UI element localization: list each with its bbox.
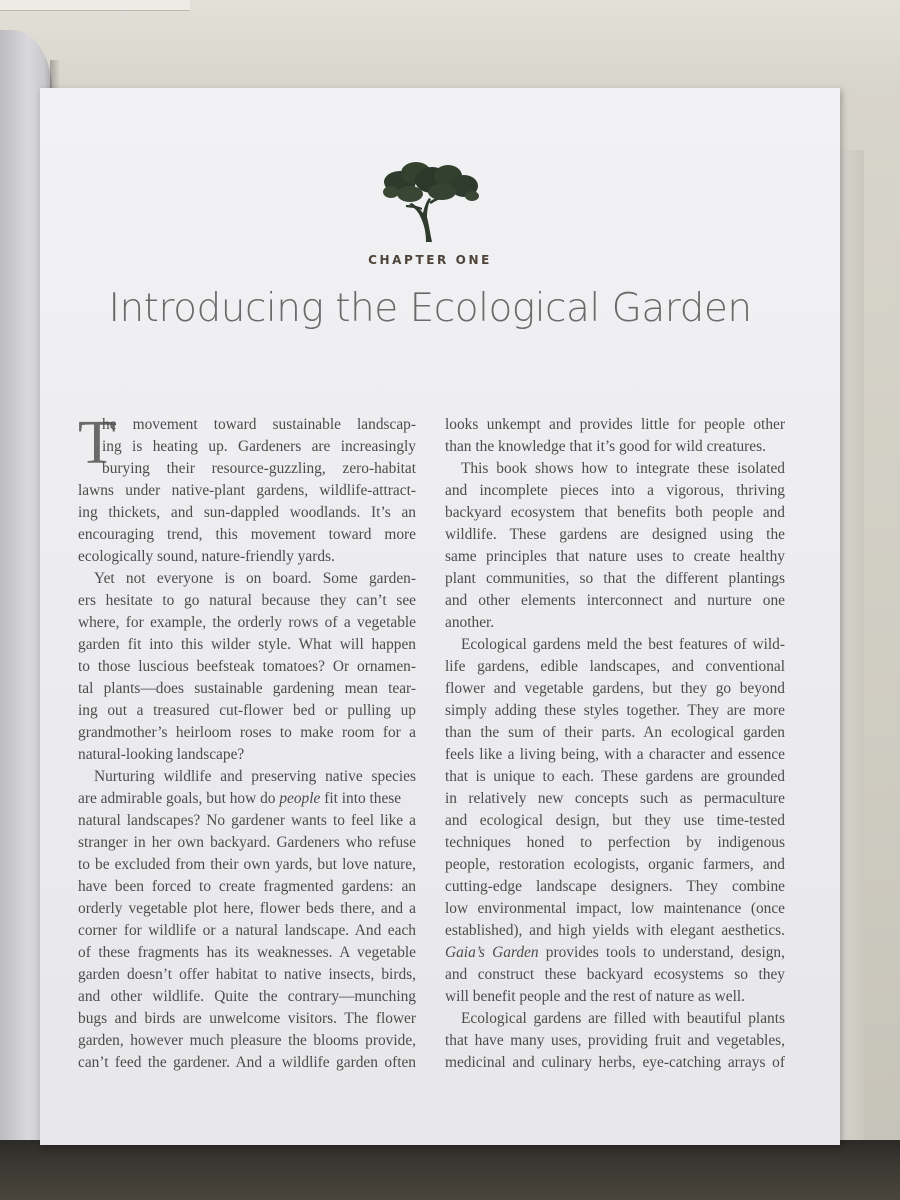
- text-line: grandmother’s heirloom roses to make room for a: [78, 724, 416, 741]
- text-line: ing out a treasured cut-flower bed or pulling up: [78, 702, 416, 719]
- text-line: Nurturing wildlife and preserving native species: [94, 768, 416, 785]
- text-line: medicinal and culinary herbs, eye-catching arrays of: [445, 1054, 785, 1071]
- text-line: where, for example, the orderly rows of a vegetable: [78, 614, 416, 631]
- text-line: This book shows how to integrate these isolated: [461, 460, 785, 477]
- text-segment: fit into these: [320, 790, 402, 807]
- text-line: to those luscious beefsteak tomatoes? Or ornamen-: [78, 658, 416, 675]
- text-line: in relatively new concepts such as permaculture: [445, 790, 785, 807]
- text-line: flower and vegetable gardens, but they go beyond: [445, 680, 785, 697]
- text-line: stranger in her own backyard. Gardeners who refuse: [78, 834, 416, 851]
- text-line: of these fragments has its weaknesses. A vegetable: [78, 944, 416, 961]
- text-line: techniques honed to perfection by indigenous: [445, 834, 785, 851]
- text-line: orderly vegetable plot here, flower beds there, and a: [78, 900, 416, 917]
- text-line: that is unique to each. These gardens are grounded: [445, 768, 785, 785]
- text-line: tal plants—does sustainable gardening mean tear-: [78, 680, 416, 697]
- text-line: burying their resource-guzzling, zero-habitat: [102, 460, 416, 477]
- text-line: established), and high yields with elegant aesthetics.: [445, 922, 785, 939]
- text-line: have been forced to create fragmented gardens: an: [78, 878, 416, 895]
- text-line: [78, 788, 416, 810]
- text-line: and construct these backyard ecosystems so they: [445, 966, 785, 983]
- text-line: ers hesitate to go natural because they can’t see: [78, 592, 416, 609]
- tree-icon: [382, 158, 480, 244]
- text-line: he movement toward sustainable landscap-: [102, 416, 416, 433]
- text-line: life gardens, edible landscapes, and conventional: [445, 658, 785, 675]
- text-line: and other elements interconnect and nurture one: [445, 592, 785, 609]
- text-line: garden doesn’t offer habitat to native insects, birds,: [78, 966, 416, 983]
- background-top: [0, 0, 900, 90]
- text-line: Ecological gardens meld the best features of wild-: [461, 636, 785, 653]
- text-line: to be excluded from their own yards, but love nature,: [78, 856, 416, 873]
- text-line: corner for wildlife or a natural landscape. And each: [78, 922, 416, 939]
- text-line: ing thickets, and sun-dappled woodlands. It’s an: [78, 504, 416, 521]
- text-line: than the sum of their parts. An ecological garden: [445, 724, 785, 741]
- text-line: feels like a living being, with a character and essence: [445, 746, 785, 763]
- text-line: can’t feed the gardener. And a wildlife garden often: [78, 1054, 416, 1071]
- text-line: natural-looking landscape?: [78, 746, 245, 763]
- text-line: same principles that nature uses to create healthy: [445, 548, 785, 565]
- text-column-right: [445, 414, 785, 1074]
- italic-word: people: [279, 790, 321, 807]
- text-line: cutting-edge landscape designers. They combine: [445, 878, 785, 895]
- text-segment: are admirable goals, but how do: [78, 790, 280, 807]
- book-title-italic: Gaia’s Garden: [445, 944, 539, 961]
- text-line: than the knowledge that it’s good for wild creatures.: [445, 438, 766, 455]
- text-line: and ecological design, but they use time-tested: [445, 812, 785, 829]
- text-line: lawns under native-plant gardens, wildlife-attract-: [78, 482, 416, 499]
- text-line: another.: [445, 614, 495, 631]
- text-line: garden fit into this wilder style. What will happen: [78, 636, 416, 653]
- text-line: low environmental impact, low maintenance (once: [445, 900, 785, 917]
- text-line: ecologically sound, nature-friendly yards.: [78, 548, 335, 565]
- text-line: will benefit people and the rest of nature as well.: [445, 988, 746, 1005]
- drop-cap: T: [78, 409, 116, 477]
- text-line: plant communities, so that the different plantings: [445, 570, 785, 587]
- text-column-left: [78, 409, 416, 1074]
- text-line: [445, 942, 785, 964]
- text-line: looks unkempt and provides little for people other: [445, 416, 785, 433]
- text-line: ing is heating up. Gardeners are increasingly: [102, 438, 416, 455]
- text-line: bugs and birds are unwelcome visitors. The flower: [78, 1010, 416, 1027]
- top-paper-edge: [0, 0, 190, 11]
- text-line: and other wildlife. Quite the contrary—munching: [78, 988, 416, 1005]
- text-line: Ecological gardens are filled with beautiful plants: [461, 1010, 785, 1027]
- text-line: and incomplete pieces into a vigorous, thriving: [445, 482, 785, 499]
- text-segment: provides tools to understand, design,: [538, 944, 785, 961]
- text-line: encouraging trend, this movement toward more: [78, 526, 416, 543]
- text-line: garden, however much pleasure the blooms provide,: [78, 1032, 416, 1049]
- chapter-title: Introducing the Ecological Garden: [108, 286, 752, 331]
- text-line: that have many uses, providing fruit and vegetables,: [445, 1032, 785, 1049]
- text-line: simply adding these styles together. They are more: [445, 702, 785, 719]
- table-surface: [0, 1140, 900, 1200]
- text-line: natural landscapes? No gardener wants to feel like a: [78, 812, 416, 829]
- text-line: people, restoration ecologists, organic farmers, and: [445, 856, 785, 873]
- text-line: backyard ecosystem that benefits both people and: [445, 504, 785, 521]
- page-right-edge: [838, 150, 864, 1140]
- chapter-label: CHAPTER ONE: [368, 253, 492, 267]
- text-line: wildlife. These gardens are designed using the: [445, 526, 785, 543]
- text-line: Yet not everyone is on board. Some garden-: [94, 570, 416, 587]
